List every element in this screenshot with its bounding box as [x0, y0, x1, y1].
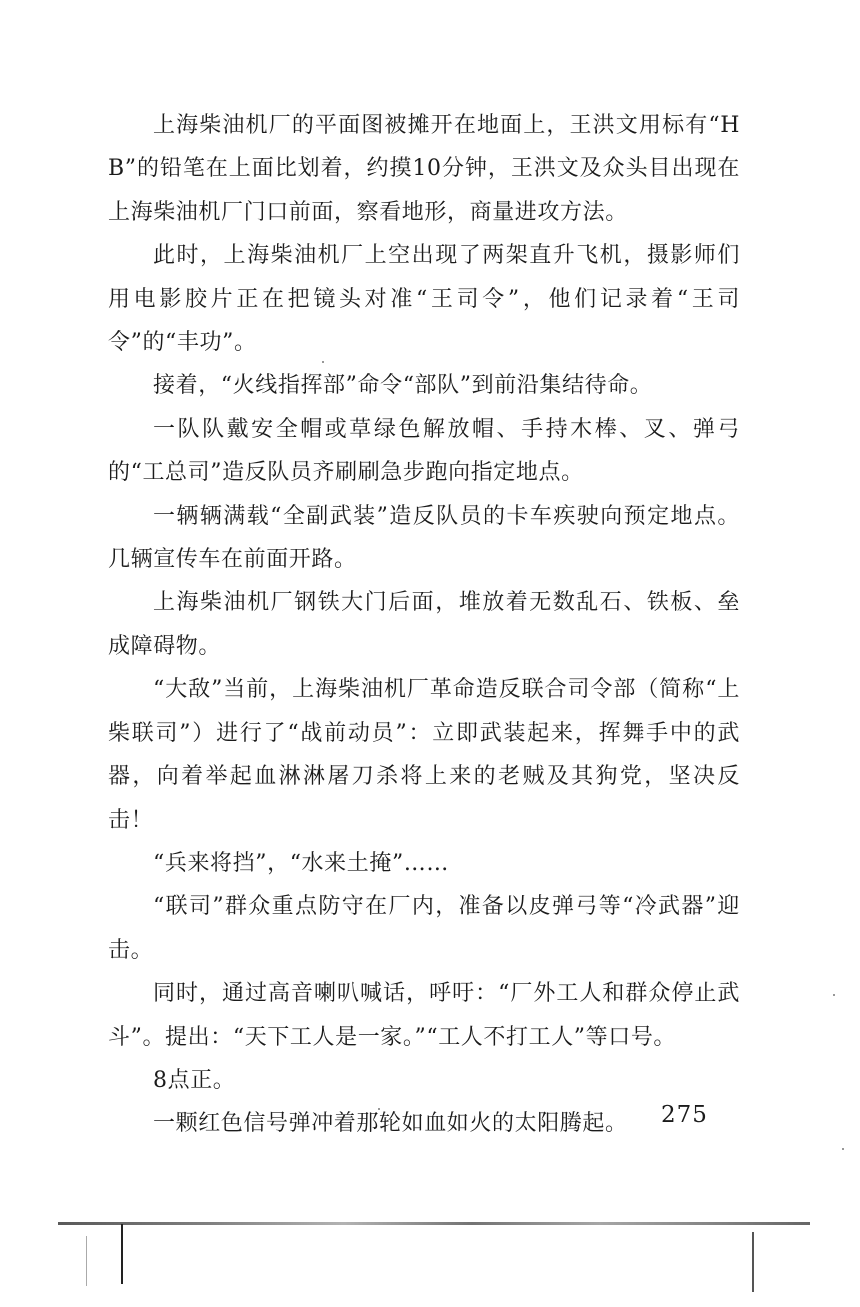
- scan-edge-left-faint: [86, 1236, 87, 1286]
- paragraph-6: 上海柴油机厂钢铁大门后面，堆放着无数乱石、铁板、垒成障碍物。: [108, 590, 740, 659]
- paragraph-2: 此时，上海柴油机厂上空出现了两架直升飞机，摄影师们用电影胶片正在把镜头对准“王司令”，他们记录着“王司令”的“丰功”。: [108, 243, 740, 356]
- paragraph-5: 一辆辆满载“全副武装”造反队员的卡车疾驶向预定地点。几辆宣传车在前面开路。: [108, 503, 740, 573]
- scan-edge-line: [58, 1222, 810, 1225]
- paragraph-8: “兵来将挡”，“水来土掩”……: [153, 850, 449, 876]
- scan-edge-left: [121, 1224, 123, 1284]
- paragraph-9: “联司”群众重点防守在厂内，准备以皮弹弓等“冷武器”迎击。: [108, 894, 740, 963]
- paragraph-7: “大敌”当前，上海柴油机厂革命造反联合司令部（简称“上柴联司”）进行了“战前动员”：立即武装起来，挥舞手中的武器，向着举起血淋淋屠刀杀将上来的老贼及其狗党，坚决反击！: [108, 677, 740, 833]
- paragraph-1: 上海柴油机厂的平面图被摊开在地面上，王洪文用标有“HB”的铅笔在上面比划着，约摸10分钟，王洪文及众头目出现在上海柴油机厂门口前面，察看地形，商量进攻方法。: [108, 113, 740, 225]
- paragraph-3: 接着，“火线指挥部”命令“部队”到前沿集结待命。: [153, 373, 653, 399]
- paragraph-10: 同时，通过高音喇叭喊话，呼吁：“厂外工人和群众停止武斗”。提出：“天下工人是一家。”“工人不打工人”等口号。: [108, 981, 740, 1050]
- page-number: 275: [661, 1102, 708, 1128]
- scan-speck: [833, 994, 835, 996]
- scan-speck: [378, 1108, 380, 1110]
- paragraph-12: 一颗红色信号弹冲着那轮如血如火的太阳腾起。: [153, 1111, 628, 1137]
- scan-speck: [322, 361, 324, 363]
- scan-edge-right: [752, 1232, 754, 1292]
- scan-speck: [842, 1148, 844, 1150]
- paragraph-11: 8点正。: [153, 1067, 236, 1093]
- body-text: [108, 104, 740, 1146]
- paragraph-4: 一队队戴安全帽或草绿色解放帽、手持木棒、叉、弹弓的“工总司”造反队员齐刷刷急步跑向指定地点。: [108, 416, 740, 486]
